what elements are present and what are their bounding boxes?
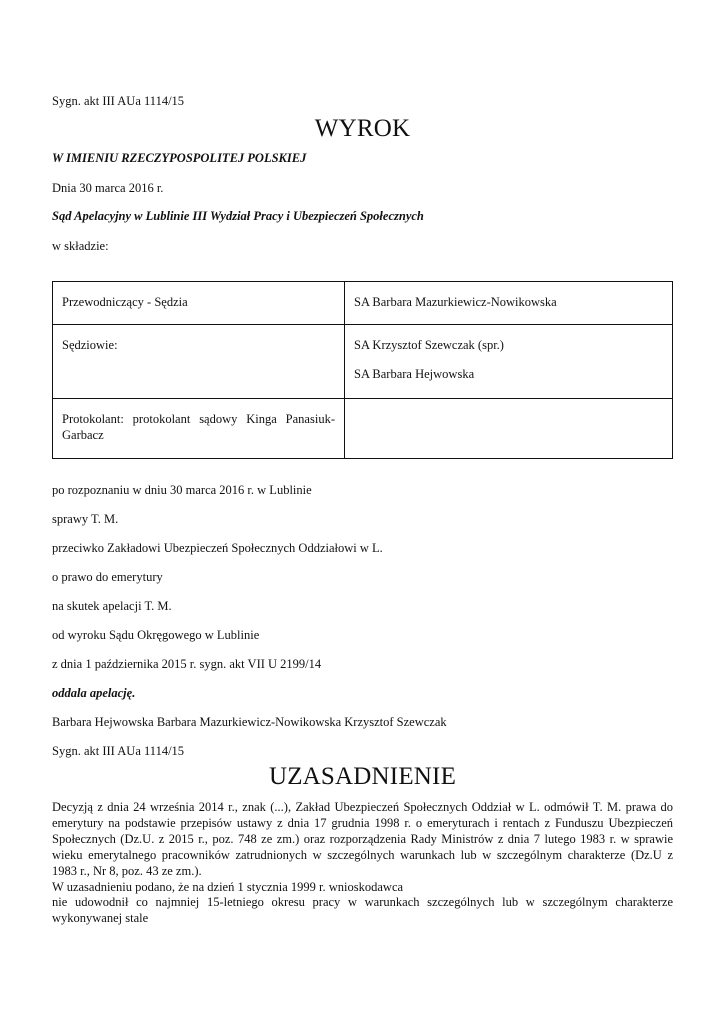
- paragraph-line: Decyzją z dnia 24 września 2014 r., znak (...), Zakład Ubezpieczeń Społecznych Oddział w L. odmówił T. M. prawa do: [52, 800, 673, 814]
- table-row: [53, 325, 673, 399]
- signatories-line: Barbara Hejwowska Barbara Mazurkiewicz-Nowikowska Krzysztof Szewczak: [52, 715, 447, 729]
- clerk-empty-cell: [345, 399, 673, 459]
- in-the-name-of-republic: W IMIENIU RZECZYPOSPOLITEJ POLSKIEJ: [52, 151, 307, 165]
- court-panel-table: [52, 281, 673, 459]
- paragraph-line: emerytury na podstawie przepisów ustawy z dnia 17 grudnia 1998 r. o emeryturach i rentach z Funduszu Ubezpieczeń: [52, 815, 673, 830]
- paragraph-line: 1983 r., Nr 8, poz. 43 ze zm.).: [52, 863, 202, 878]
- judges-role-text: Sędziowie:: [62, 338, 118, 352]
- presiding-judge-name-text: SA Barbara Mazurkiewicz-Nowikowska: [354, 295, 557, 309]
- subject-line: o prawo do emerytury: [52, 570, 163, 584]
- justification-paragraph-2: W uzasadnieniu podano, że na dzień 1 stycznia 1999 r. wnioskodawca: [52, 879, 404, 894]
- composition-label: w składzie:: [52, 239, 109, 253]
- judgment-date: Dnia 30 marca 2016 r.: [52, 181, 164, 195]
- clerk-role-line-2: Garbacz: [62, 428, 104, 442]
- presiding-judge-role: [53, 282, 345, 325]
- clerk-role: [53, 399, 345, 459]
- judgment-date-line: z dnia 1 października 2015 r. sygn. akt VII U 2199/14: [52, 657, 322, 671]
- justification-title: UZASADNIENIE: [268, 763, 457, 790]
- case-signature-top: Sygn. akt III AUa 1114/15: [52, 94, 185, 108]
- table-row: [53, 282, 673, 325]
- paragraph-line: wieku emerytalnego pracowników zatrudnionych w szczególnych warunkach lub w szczególnym charakterze (Dz.U z: [52, 847, 673, 862]
- table-row: [53, 399, 673, 459]
- paragraph-line: Społecznych (Dz.U. z 2015 r., poz. 748 ze zm.) oraz rozporządzenia Rady Ministrów z dnia 7 lutego 1983 r. w sprawie: [52, 831, 673, 846]
- paragraph-line: wykonywanej stale: [52, 911, 149, 926]
- presiding-judge-name: [345, 282, 673, 325]
- justification-paragraph-1: [52, 800, 673, 927]
- case-signature-bottom: Sygn. akt III AUa 1114/15: [52, 744, 185, 758]
- presiding-judge-role-text: Przewodniczący - Sędzia: [62, 295, 188, 309]
- appeal-line: na skutek apelacji T. M.: [52, 599, 172, 613]
- clerk-role-line-1: Protokolant: protokolant sądowy Kinga Panasiuk-: [62, 412, 335, 426]
- judge-name-2: SA Barbara Hejwowska: [354, 367, 475, 381]
- court-name: Sąd Apelacyjny w Lublinie III Wydział Pracy i Ubezpieczeń Społecznych: [52, 209, 424, 223]
- judges-role: [53, 325, 345, 399]
- considered-line: po rozpoznaniu w dniu 30 marca 2016 r. w Lublinie: [52, 483, 312, 497]
- judgment-title: WYROK: [314, 115, 411, 142]
- judge-name-1: SA Krzysztof Szewczak (spr.): [354, 338, 504, 352]
- against-line: przeciwko Zakładowi Ubezpieczeń Społecznych Oddziałowi w L.: [52, 541, 383, 555]
- ruling-line: oddala apelację.: [52, 686, 136, 700]
- from-judgment-line: od wyroku Sądu Okręgowego w Lublinie: [52, 628, 260, 642]
- paragraph-line: nie udowodnił co najmniej 15-letniego okresu pracy w warunkach szczególnych lub w szczególnym charakterze: [52, 895, 673, 910]
- judges-names: [345, 325, 673, 399]
- case-party-line: sprawy T. M.: [52, 512, 119, 526]
